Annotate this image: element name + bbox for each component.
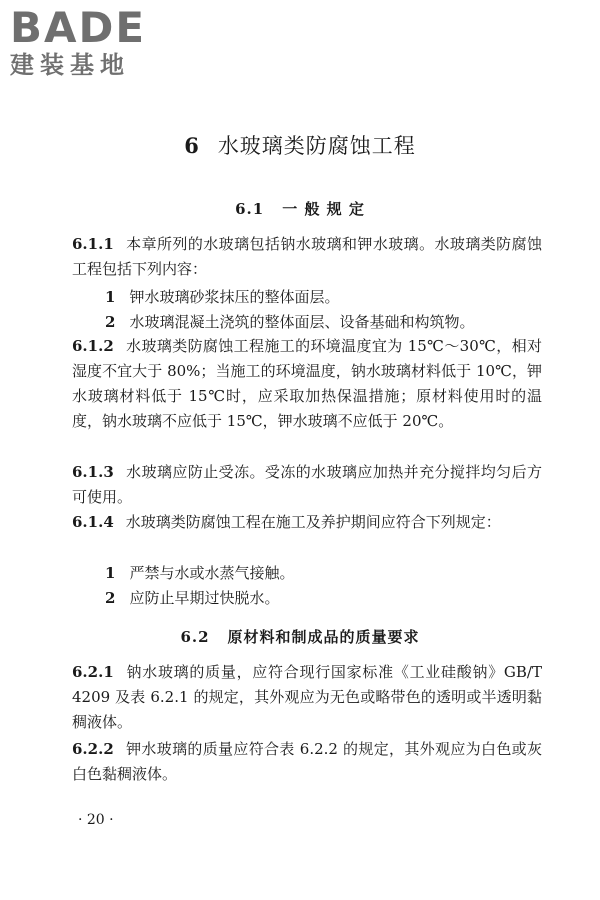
item-text: 应防止早期过快脱水。 [129, 589, 280, 607]
clause-text: 水玻璃类防腐蚀工程在施工及养护期间应符合下列规定： [125, 513, 501, 531]
item-text: 水玻璃混凝土浇筑的整体面层、设备基础和构筑物。 [129, 313, 475, 331]
logo-wordmark: BADE [10, 3, 147, 52]
section-title-text: 一 般 规 定 [282, 200, 365, 218]
section-number: 6.2 [180, 628, 210, 646]
clause-number: 6.1.4 [72, 513, 114, 531]
clause-number: 6.1.3 [72, 463, 114, 481]
list-item [105, 561, 545, 586]
section-heading [0, 198, 600, 219]
clause-number: 6.1.2 [72, 337, 114, 355]
item-number: 2 [105, 589, 116, 607]
logo-subtitle: 建装基地 [10, 51, 130, 79]
clause-text: 水玻璃应防止受冻。受冻的水玻璃应加热并充分搅拌均匀后方可使用。 [72, 463, 542, 506]
chapter-number: 6 [184, 133, 200, 158]
clause-text: 本章所列的水玻璃包括钠水玻璃和钾水玻璃。水玻璃类防腐蚀工程包括下列内容： [72, 235, 542, 278]
clause-text: 钠水玻璃的质量，应符合现行国家标准《工业硅酸钠》GB/T 4209 及表 6.2.1 的规定，其外观应为无色或略带色的透明或半透明黏稠液体。 [72, 663, 542, 731]
section-title-text: 原材料和制成品的质量要求 [227, 628, 420, 646]
clause-number: 6.1.1 [72, 235, 114, 253]
logo [10, 3, 185, 80]
item-number: 1 [105, 564, 116, 582]
chapter-title-text: 水玻璃类防腐蚀工程 [217, 134, 416, 158]
clause-6-1-2 [72, 334, 542, 434]
clause-number: 6.2.1 [72, 663, 114, 681]
list-item [105, 586, 545, 611]
clause-text: 钾水玻璃的质量应符合表 6.2.2 的规定，其外观应为白色或灰白色黏稠液体。 [72, 740, 542, 783]
chapter-title [0, 130, 600, 160]
page-number: · 20 · [78, 812, 114, 828]
section-number: 6.1 [235, 200, 265, 218]
item-number: 2 [105, 313, 116, 331]
section-heading [0, 626, 600, 647]
list-item [105, 285, 545, 310]
item-text: 钾水玻璃砂浆抹压的整体面层。 [129, 288, 340, 306]
item-number: 1 [105, 288, 116, 306]
clause-6-1-3 [72, 460, 542, 510]
clause-6-1-1 [72, 232, 542, 282]
clause-6-2-2 [72, 737, 542, 787]
item-text: 严禁与水或水蒸气接触。 [129, 564, 295, 582]
clause-text: 水玻璃类防腐蚀工程施工的环境温度宜为 15℃～30℃，相对湿度不宜大于 80%；当施工的环境温度，钠水玻璃材料低于 10℃，钾水玻璃材料低于 15℃时，应采取加热保温措施；原材料使用时的温度，钠水玻璃不应低于 15℃，钾水玻璃不应低于 20℃。 [72, 337, 542, 430]
list-item [105, 310, 545, 335]
clause-6-1-4 [72, 510, 542, 535]
clause-number: 6.2.2 [72, 740, 114, 758]
clause-6-2-1 [72, 660, 542, 735]
